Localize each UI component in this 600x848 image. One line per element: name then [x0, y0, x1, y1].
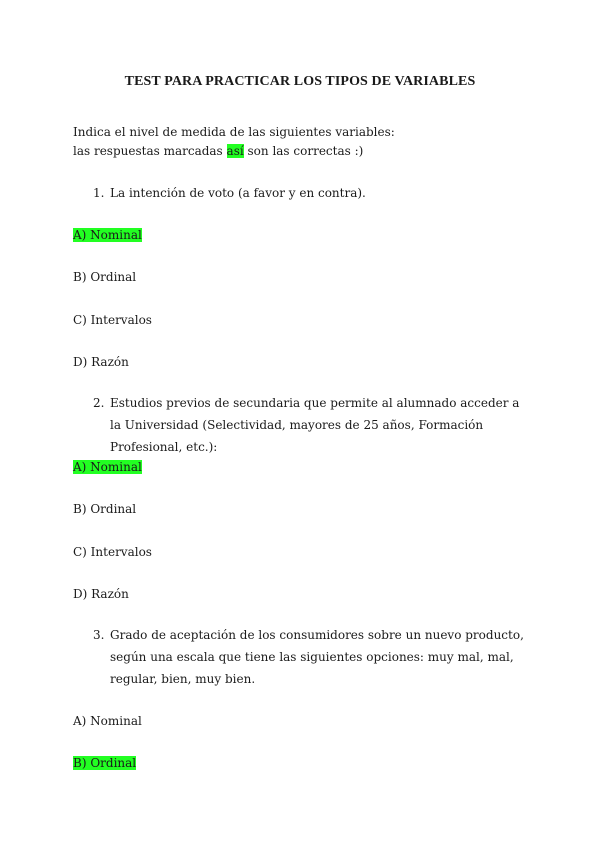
option-label: A) Nominal [73, 228, 142, 242]
q1-option-c [73, 312, 152, 328]
option-label: B) Ordinal [73, 270, 137, 284]
highlight-sample: así [226, 144, 244, 158]
question-2 [93, 392, 533, 458]
q2-option-d [73, 586, 129, 602]
q3-option-a [73, 713, 142, 729]
question-text: Estudios previos de secundaria que permite al alumnado acceder a la Universidad (Selectividad, mayores de 25 años, Formación Profesional, etc.): [110, 396, 520, 454]
q3-option-b [73, 755, 136, 771]
intro-line-2 [73, 143, 363, 159]
question-3 [93, 624, 533, 690]
q2-option-c [73, 544, 152, 560]
intro-line-2-after: son las correctas :) [243, 144, 364, 158]
option-label: A) Nominal [73, 714, 142, 728]
question-number: 3. [93, 628, 105, 642]
document-title: TEST PARA PRACTICAR LOS TIPOS DE VARIABLES [124, 74, 476, 89]
option-label: C) Intervalos [73, 313, 152, 327]
option-label: D) Razón [73, 587, 129, 601]
option-label: B) Ordinal [73, 756, 137, 770]
intro-line-1: Indica el nivel de medida de las siguientes variables: [73, 125, 395, 139]
q1-option-b [73, 269, 136, 285]
option-label: B) Ordinal [73, 502, 137, 516]
option-label: C) Intervalos [73, 545, 152, 559]
question-text: Grado de aceptación de los consumidores sobre un nuevo producto, según una escala que tiene las siguientes opciones: muy mal, mal, regular, bien, muy bien. [110, 628, 524, 686]
question-1 [93, 182, 533, 204]
question-number: 2. [93, 396, 105, 410]
q2-option-b [73, 501, 136, 517]
option-label: D) Razón [73, 355, 129, 369]
option-label: A) Nominal [73, 460, 142, 474]
q2-option-a [73, 459, 142, 475]
question-text: La intención de voto (a favor y en contra). [110, 186, 366, 200]
q1-option-d [73, 354, 129, 370]
question-number: 1. [93, 186, 105, 200]
intro-line-2-before: las respuestas marcadas [73, 144, 227, 158]
q1-option-a [73, 227, 142, 243]
